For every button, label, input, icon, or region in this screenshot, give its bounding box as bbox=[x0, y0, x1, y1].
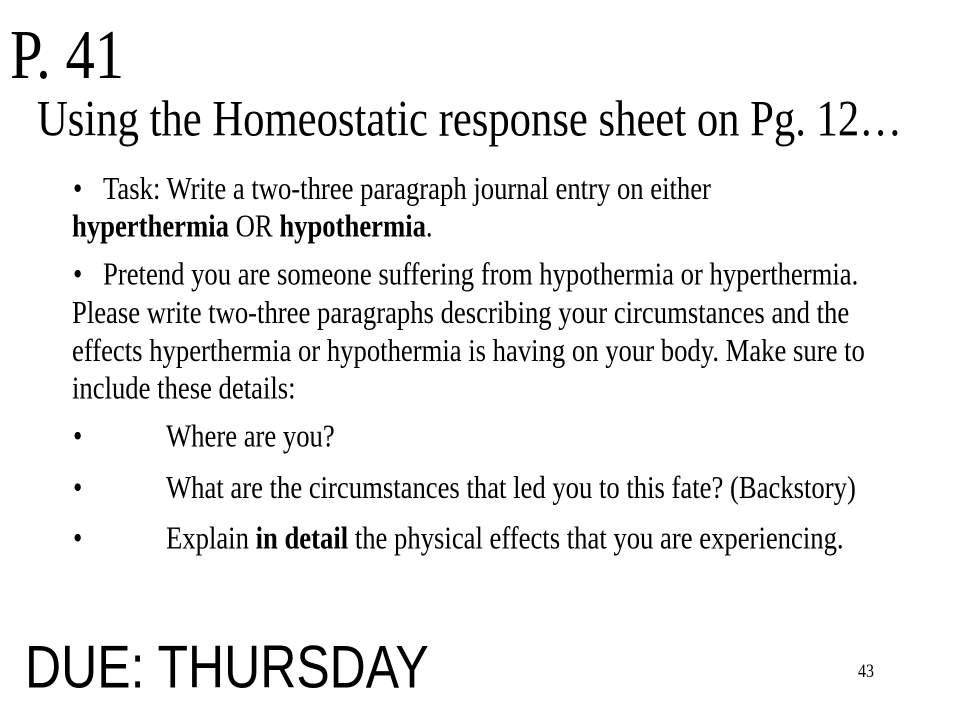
bullet-marker: • bbox=[73, 255, 83, 292]
bullet-marker: • bbox=[73, 417, 83, 454]
detail-text: Where are you? bbox=[166, 417, 335, 454]
keyword-hypothermia: hypothermia bbox=[279, 207, 426, 244]
bullet-marker: • bbox=[73, 519, 83, 556]
bullet-text: Please write two-three paragraphs describing your circumstances and the bbox=[72, 293, 850, 330]
bullet-line bbox=[72, 369, 296, 406]
detail-line bbox=[166, 519, 844, 556]
bullet-marker: • bbox=[73, 170, 83, 207]
bullet-text: include these details: bbox=[72, 369, 296, 406]
bullet-text: OR bbox=[228, 207, 280, 244]
bullet-text: effects hyperthermia or hypothermia is having on your body. Make sure to bbox=[72, 332, 865, 369]
detail-text: the physical effects that you are experiencing. bbox=[348, 519, 844, 556]
slide-title: Using the Homeostatic response sheet on Pg. 12… bbox=[37, 91, 902, 148]
bullet-text: Task: Write a two-three paragraph journal entry on either bbox=[103, 170, 711, 207]
bullet-text: . bbox=[425, 207, 433, 244]
bullet-line bbox=[72, 293, 850, 330]
bullet-text: Pretend you are someone suffering from hypothermia or hyperthermia. bbox=[103, 255, 859, 292]
due-date: DUE: THURSDAY bbox=[25, 633, 429, 701]
page-label: P. 41 bbox=[10, 15, 125, 94]
detail-line bbox=[166, 417, 335, 454]
detail-text: Explain bbox=[166, 519, 256, 556]
bullet-line bbox=[103, 255, 859, 292]
detail-line bbox=[166, 468, 856, 505]
keyword-hyperthermia: hyperthermia bbox=[72, 207, 229, 244]
bullet-line bbox=[72, 332, 865, 369]
bullet-line bbox=[72, 207, 433, 244]
bullet-line bbox=[103, 170, 711, 207]
emphasis-in-detail: in detail bbox=[255, 519, 349, 556]
slide-number: 43 bbox=[858, 660, 874, 682]
detail-text: What are the circumstances that led you to this fate? (Backstory) bbox=[166, 468, 856, 505]
bullet-marker: • bbox=[73, 468, 83, 505]
